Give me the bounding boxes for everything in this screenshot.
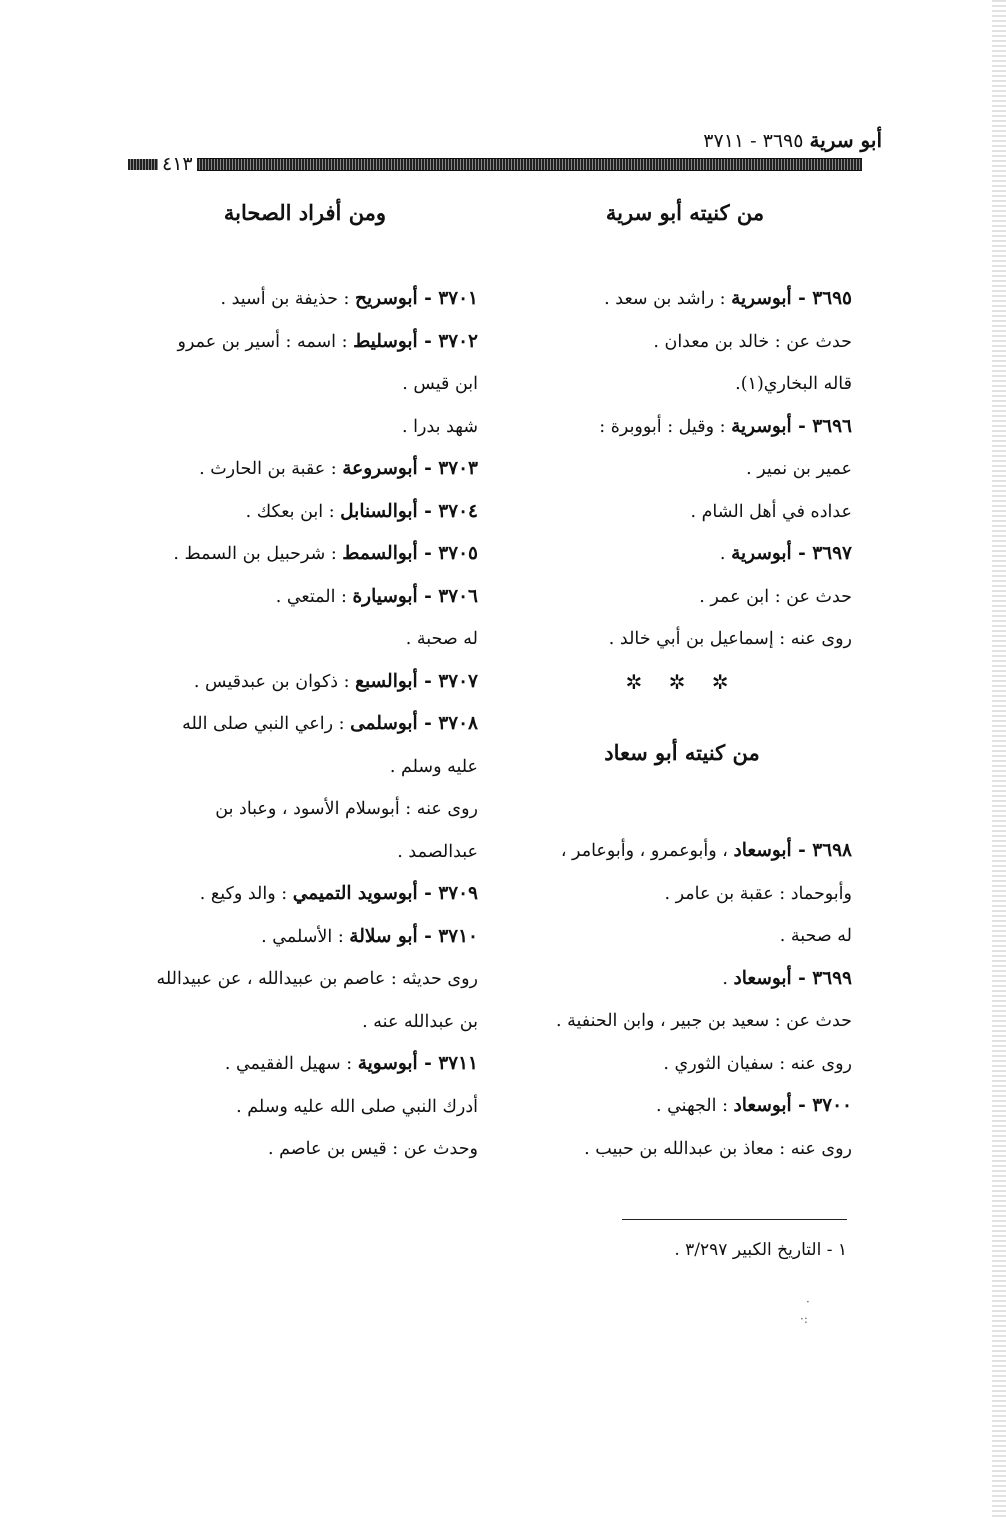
entry-number: ٣٧٠٠ — [812, 1095, 852, 1116]
entry-line — [135, 916, 478, 959]
entry-text: : وقيل : أبووبرة : — [599, 416, 732, 437]
entry-kunya: أبوسويد التميمي — [292, 883, 418, 904]
entry-line — [135, 448, 478, 491]
section-heading-abu-sariyya: من كنيته أبو سرية — [605, 200, 765, 225]
entry-text: : راعي النبي صلى الله — [182, 714, 351, 734]
entry-number-and-name: ٣٧٠١ - أبوسريح — [355, 288, 478, 309]
entry-text: : حذيفة بن أسيد . — [220, 289, 356, 309]
entry-kunya: أبوسعاد — [733, 1095, 792, 1116]
entry-line — [135, 873, 478, 916]
spacer — [512, 788, 852, 830]
entry-line — [512, 830, 852, 873]
entry-line — [135, 491, 478, 534]
entry-number-and-name: ٣٦٩٧ - أبوسرية — [731, 543, 852, 564]
continuation-line: وأبوحماد : عقبة بن عامر . — [664, 883, 852, 904]
continuation-line: روى عنه : معاذ بن عبدالله بن حبيب . — [584, 1138, 852, 1159]
entry-kunya: أبوسروعة — [342, 458, 418, 479]
entry-text: : الجهني . — [655, 1096, 734, 1116]
continuation-line: ابن قيس . — [402, 374, 478, 394]
entry-number: ٣٧٠٩ — [438, 883, 478, 904]
entry-text: : شرحبيل بن السمط . — [173, 544, 343, 564]
continuation-line: روى عنه : سفيان الثوري . — [663, 1053, 852, 1074]
entry-number-and-name: ٣٦٩٥ - أبوسرية — [731, 288, 852, 309]
entry-text: . — [722, 968, 734, 989]
rule-stub — [128, 159, 158, 170]
continuation-line: روى عنه : إسماعيل بن أبي خالد . — [608, 629, 852, 649]
entry-line — [135, 703, 478, 746]
scan-speck: ·: — [800, 1312, 808, 1326]
continuation-line: وحدث عن : قيس بن عاصم . — [268, 1139, 478, 1159]
continuation-line: أدرك النبي صلى الله عليه وسلم . — [236, 1096, 478, 1117]
continuation-line: عداده في أهل الشام . — [690, 501, 852, 522]
header-rule — [128, 153, 862, 175]
footnote-rule — [622, 1219, 847, 1220]
entry-number: ٣٧٠٣ — [438, 458, 478, 479]
entry-number: ٣٧٠٢ — [438, 330, 478, 352]
entry-text: : راشد بن سعد . — [604, 289, 732, 309]
entry-number: ٣٧٠١ — [438, 288, 478, 309]
section-separator-stars: ✲ ✲ ✲ — [625, 669, 739, 694]
continuation-line: قاله البخاري(١). — [735, 374, 852, 394]
continuation-line: له صحبة . — [405, 629, 478, 649]
entry-line — [512, 958, 852, 1001]
entry-number-and-name: ٣٧٠٧ - أبوالسبع — [355, 670, 478, 692]
header-name: أبو سرية — [809, 128, 882, 152]
entry-line — [512, 533, 852, 576]
entry-number-and-name: ٣٦٩٩ - أبوسعاد — [733, 967, 852, 989]
section-heading-abu-suad: من كنيته أبو سعاد — [604, 740, 760, 765]
continuation-line: حدث عن : سعيد بن جبير ، وابن الحنفية . — [555, 1011, 852, 1031]
entry-kunya: أبوسرية — [731, 415, 792, 437]
entry-line — [135, 321, 478, 364]
entry-kunya: أبوسليط — [353, 330, 418, 352]
entry-line — [135, 1043, 478, 1086]
entry-text: : اسمه : أسير بن عمرو — [177, 331, 354, 352]
entry-number-and-name: ٣٧٠٦ - أبوسيارة — [352, 585, 478, 607]
entry-kunya: أبوالسبع — [355, 670, 418, 692]
entry-number-and-name: ٣٧١١ - أبوسوية — [357, 1053, 478, 1074]
entry-number: ٣٧١١ — [438, 1053, 478, 1074]
entry-number-and-name: ٣٧٠٠ - أبوسعاد — [733, 1095, 852, 1116]
entry-number: ٣٦٩٦ — [812, 415, 852, 437]
scan-speck: · — [806, 1295, 810, 1309]
entry-kunya: أبوالسنابل — [340, 500, 418, 522]
entry-text: : ابن بعكك . — [245, 501, 341, 522]
entry-line — [512, 406, 852, 449]
section-heading-afrad: ومن أفراد الصحابة — [223, 200, 387, 225]
entry-kunya: أبوالسمط — [342, 543, 418, 564]
entry-line — [135, 533, 478, 576]
entry-kunya: أبوسوية — [357, 1053, 418, 1074]
continuation-line: عليه وسلم . — [389, 756, 478, 777]
entry-number-and-name: ٣٧١٠ - أبو سلالة — [349, 925, 478, 947]
right-column — [512, 278, 852, 1170]
continuation-line: روى حديثه : عاصم بن عبيدالله ، عن عبيدالله — [156, 969, 478, 989]
entry-number: ٣٦٩٨ — [812, 840, 852, 861]
continuation-line: روى عنه : أبوسلام الأسود ، وعباد بن — [215, 799, 478, 819]
entry-kunya: أبو سلالة — [349, 925, 418, 947]
continuation-line: بن عبدالله عنه . — [362, 1011, 478, 1032]
entry-line — [512, 1085, 852, 1128]
entry-number: ٣٧٠٥ — [438, 543, 478, 564]
continuation-line: له صحبة . — [779, 926, 852, 946]
entry-number-and-name: ٣٧٠٤ - أبوالسنابل — [340, 500, 478, 522]
entry-kunya: أبوسريح — [355, 288, 418, 309]
entry-number: ٣٧١٠ — [438, 925, 478, 947]
entry-number: ٣٦٩٧ — [812, 543, 852, 564]
entry-number: ٣٧٠٤ — [438, 500, 478, 522]
entry-kunya: أبوسرية — [731, 543, 792, 564]
entry-kunya: أبوسرية — [731, 288, 792, 309]
entry-number: ٣٧٠٦ — [438, 585, 478, 607]
entry-text: : المتعي . — [275, 586, 353, 607]
entry-line — [135, 278, 478, 321]
continuation-line: عمير بن نمير . — [746, 459, 852, 479]
ornamental-rule — [197, 158, 862, 171]
entry-number-and-name: ٣٧٠٥ - أبوالسمط — [342, 543, 478, 564]
left-column — [135, 278, 478, 1171]
continuation-line: عبدالصمد . — [397, 841, 478, 862]
entry-kunya: أبوسلمى — [350, 713, 418, 734]
entry-text: : الأسلمي . — [261, 926, 350, 947]
entry-number: ٣٧٠٧ — [438, 670, 478, 692]
entry-kunya: أبوسعاد — [733, 840, 792, 861]
entry-text: ، وأبوعمرو ، وأبوعامر ، — [560, 841, 734, 861]
continuation-line: حدث عن : ابن عمر . — [699, 586, 852, 607]
entry-line — [135, 576, 478, 619]
footnote: ١ - التاريخ الكبير ٣/٢٩٧ . — [674, 1240, 847, 1260]
entry-kunya: أبوسعاد — [733, 967, 792, 989]
entry-number: ٣٦٩٥ — [812, 288, 852, 309]
entry-line — [135, 661, 478, 704]
entry-line — [512, 278, 852, 321]
entry-text: . — [719, 544, 732, 564]
scan-edge-shadow — [992, 0, 1006, 1517]
entry-text: : سهيل الفقيمي . — [224, 1054, 358, 1074]
entry-number: ٣٦٩٩ — [812, 967, 852, 989]
entry-number: ٣٧٠٨ — [438, 713, 478, 734]
entry-number-and-name: ٣٧٠٣ - أبوسروعة — [342, 458, 478, 479]
running-header — [652, 128, 882, 158]
entry-kunya: أبوسيارة — [352, 585, 418, 607]
page-number: ٤١٣ — [158, 153, 197, 175]
continuation-line: شهد بدرا . — [402, 416, 478, 437]
entry-number-and-name: ٣٧٠٢ - أبوسليط — [353, 330, 478, 352]
continuation-line: حدث عن : خالد بن معدان . — [653, 331, 852, 352]
entry-number-and-name: ٣٧٠٩ - أبوسويد التميمي — [292, 883, 478, 904]
entry-text: : والد وكيع . — [199, 884, 293, 904]
entry-number-and-name: ٣٧٠٨ - أبوسلمى — [350, 713, 478, 734]
entry-number-and-name: ٣٦٩٨ - أبوسعاد — [733, 840, 852, 861]
entry-number-and-name: ٣٦٩٦ - أبوسرية — [731, 415, 852, 437]
entry-text: : عقبة بن الحارث . — [199, 459, 343, 479]
entry-text: : ذكوان بن عبدقيس . — [193, 671, 356, 692]
header-range: ٣٦٩٥ - ٣٧١١ — [703, 130, 804, 152]
